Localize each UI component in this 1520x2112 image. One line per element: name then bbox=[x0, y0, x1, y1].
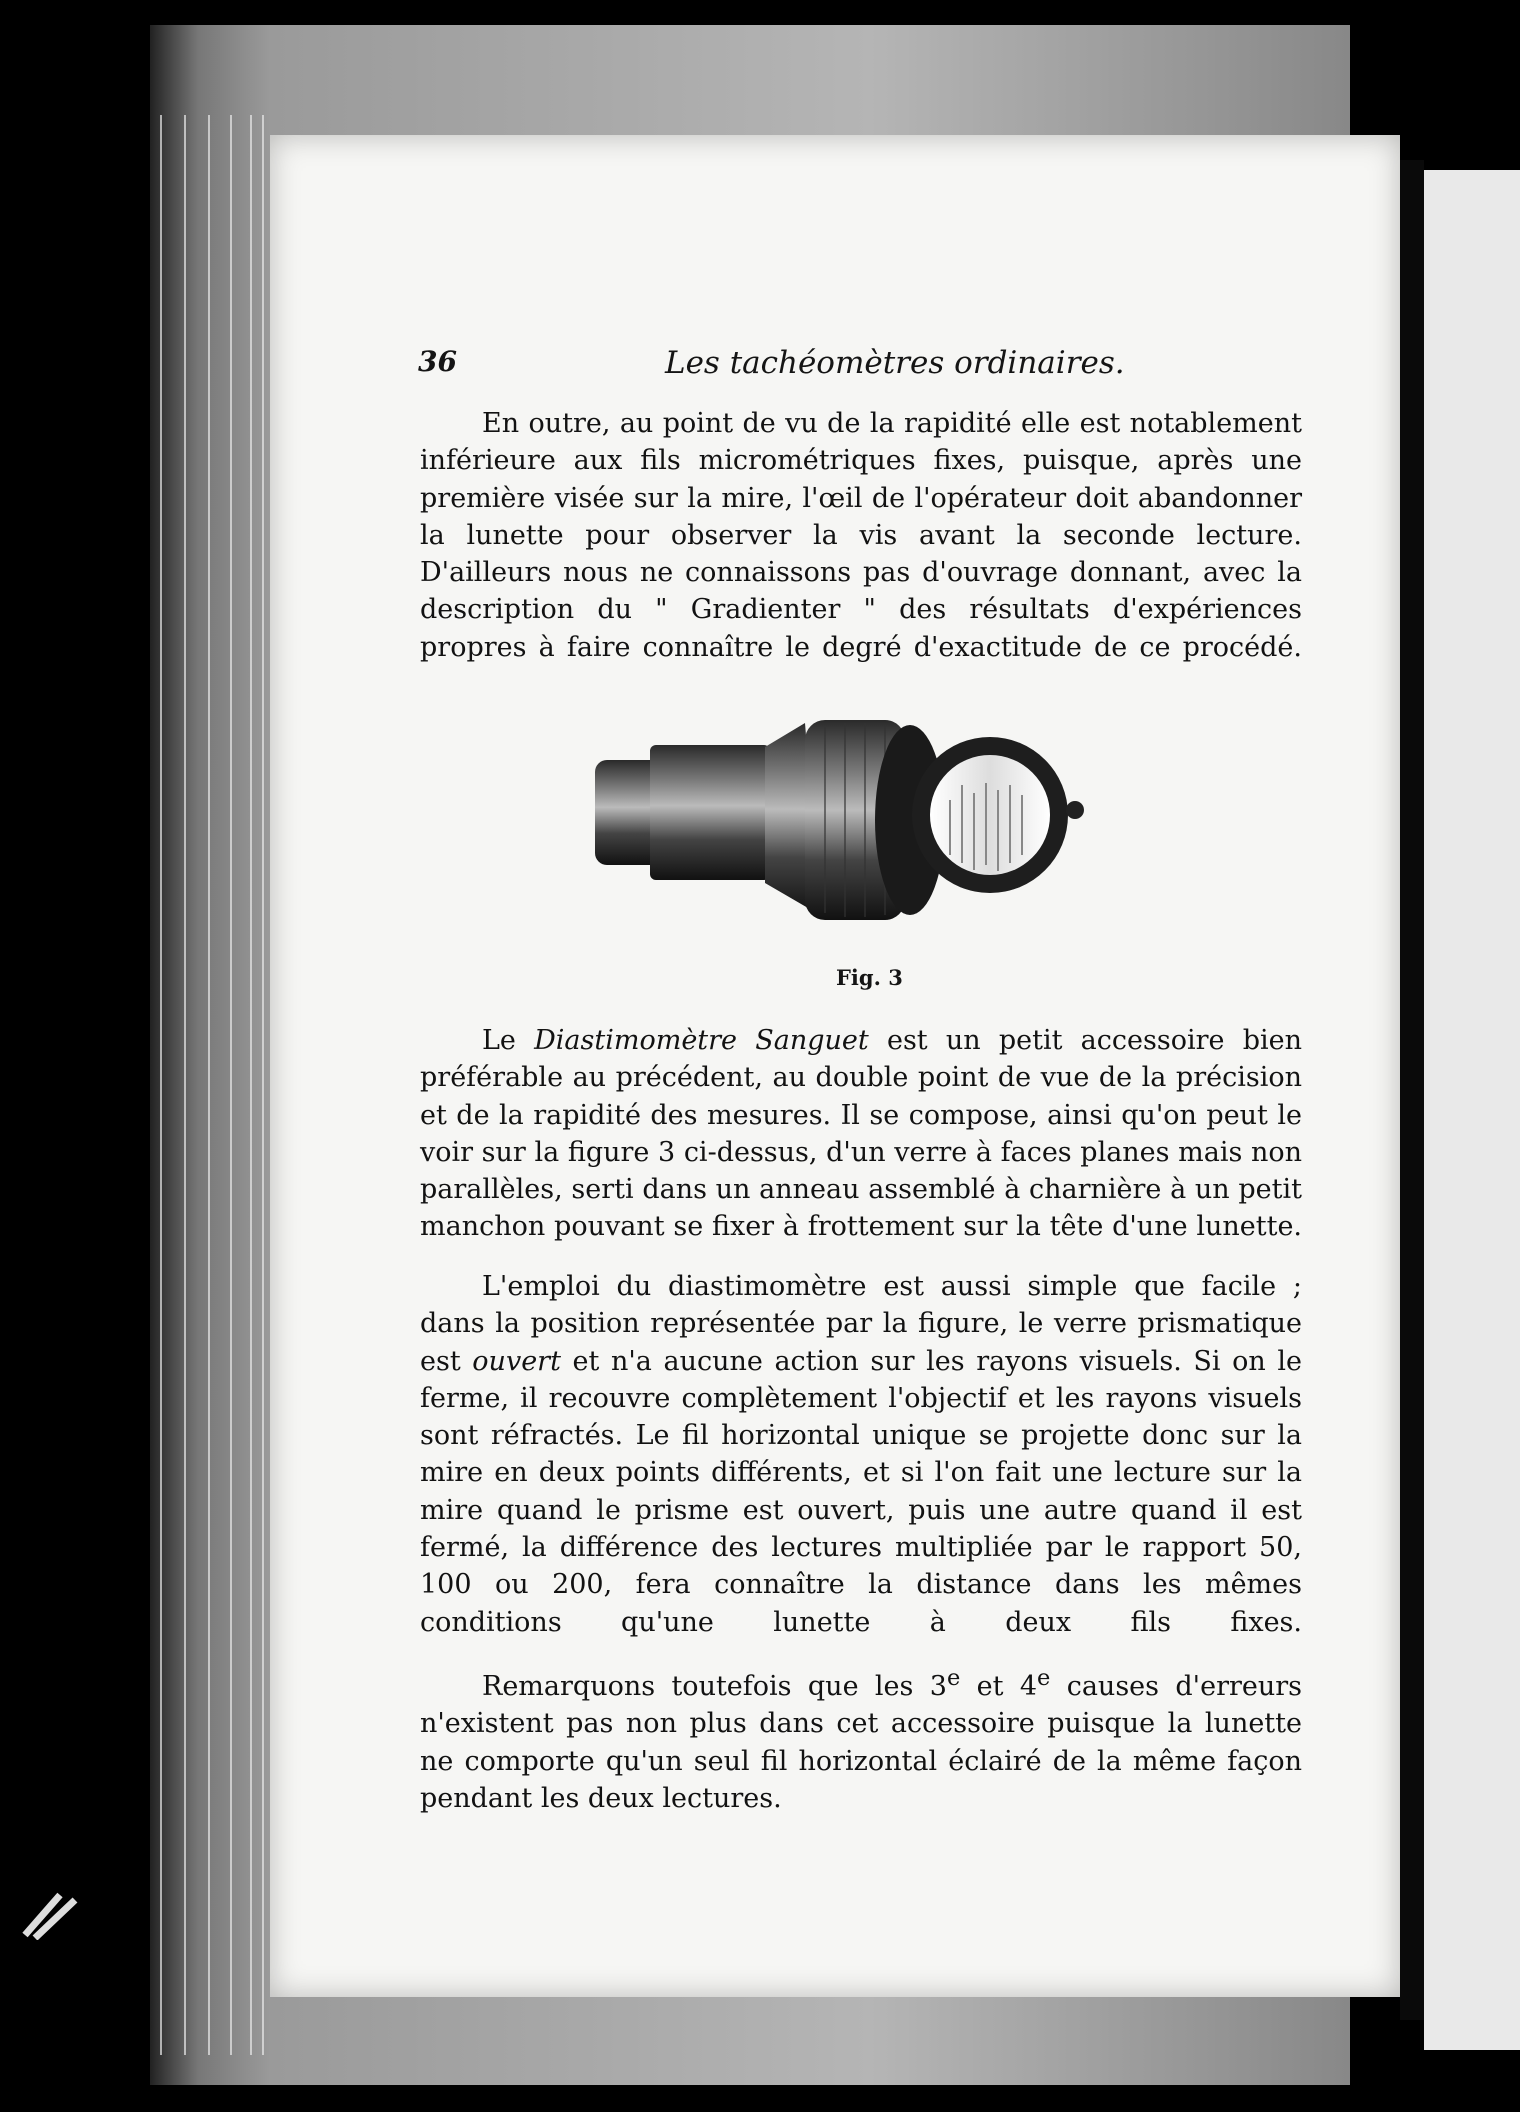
clip-icon bbox=[20, 1880, 90, 1940]
facing-page-edge bbox=[1424, 170, 1520, 2050]
term-diastimometre: Diastimomètre Sanguet bbox=[534, 1025, 869, 1056]
diastimometer-illustration-icon bbox=[590, 705, 1140, 955]
term-ouvert: ouvert bbox=[472, 1345, 561, 1377]
running-title: Les tachéomètres ordinaires. bbox=[665, 345, 1125, 381]
paragraph-2: Le Diastimomètre Sanguet est un petit accessoire bien préférable au précédent, au double point de vue de la précision et de la rapidité des mesures. Il se compose, ainsi qu'on peut le voir sur la figure 3 ci-dessus, d'un verre à faces planes mais non parallèles, serti dans un anneau assemblé à charnière à un petit manchon pouvant se fixer à frottement sur la tête d'une lunette. bbox=[420, 1025, 1302, 1243]
paragraph-3: L'emploi du diastimomètre est aussi simple que facile ; dans la position représentée par la figure, le verre prismatique est ouvert et n'a aucune action sur les rayons visuels. Si on le ferme, il recouvre complètement l'objectif et les rayons visuels sont réfractés. Le fil horizontal unique se projette donc sur la mire en deux points différents, et si l'on fait une lecture sur la mire quand le prisme est ouvert, puis une autre quand il est fermé, la différence des lectures multipliée par le rapport 50, 100 ou 200, fera connaître la distance dans les mêmes conditions qu'une lunette à deux fils fixes. bbox=[420, 1271, 1302, 1638]
paragraph-1: En outre, au point de vu de la rapidité elle est notablement inférieure aux fils micrométriques fixes, puisque, après une première visée sur la mire, l'œil de l'opérateur doit abandonner la lunette pour observer la vis avant la seconde lecture. D'ailleurs nous ne connaissons pas d'ouvrage donnant, avec la description du " Gradienter " des résultats d'expériences propres à faire connaître le degré d'exactitude de ce procédé. bbox=[420, 408, 1302, 663]
figure-caption: Fig. 3 bbox=[836, 965, 903, 990]
page-gutter-shadow bbox=[1400, 160, 1424, 2020]
paragraph-4: Remarquons toutefois que les 3e et 4e causes d'erreurs n'existent pas non plus dans cet accessoire puisque la lunette ne comporte qu'un seul fil horizontal éclairé de la même façon pendant les deux lectures. bbox=[420, 1665, 1303, 1814]
page-number: 36 bbox=[418, 345, 457, 378]
